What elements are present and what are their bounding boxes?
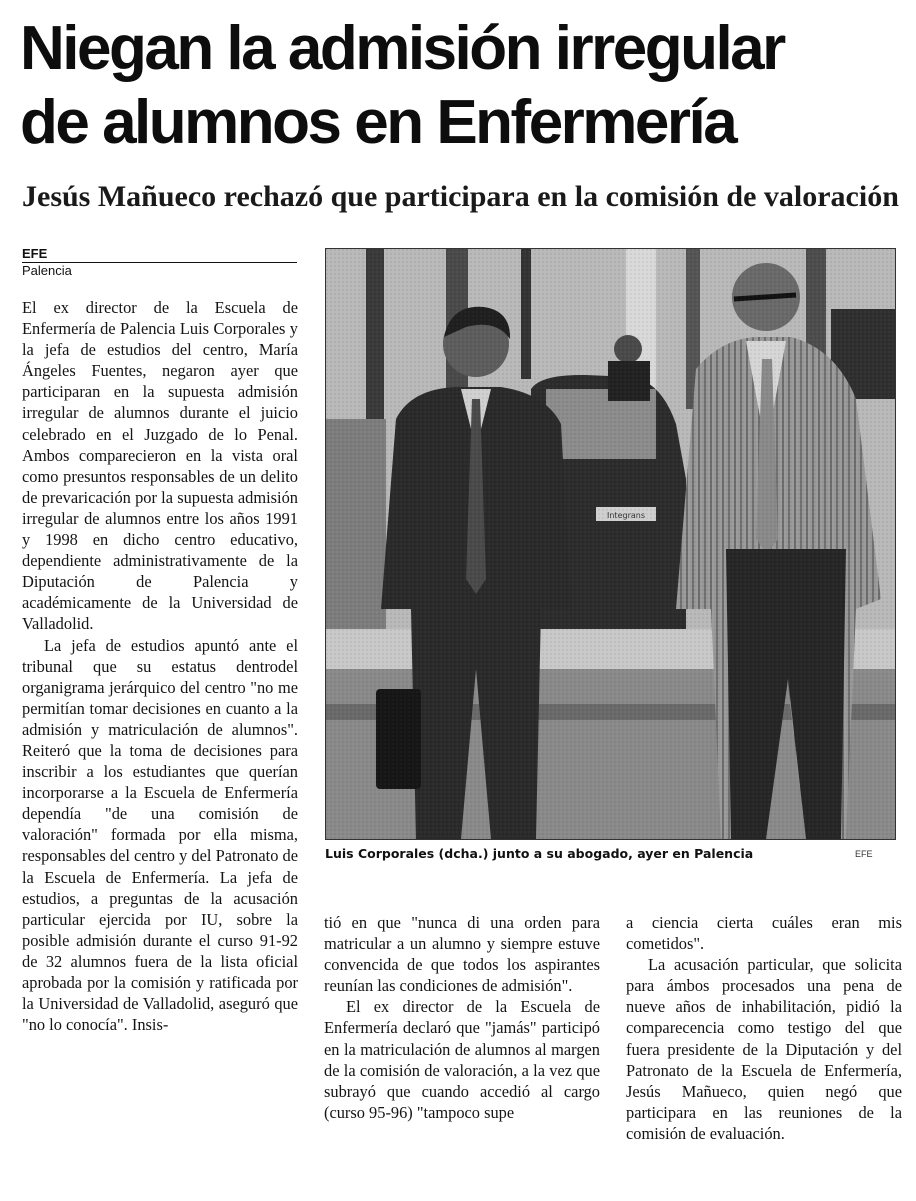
paragraph: El ex director de la Escuela de Enfermería declaró que "jamás" participó en la matriculación de alumnos al margen de la comisión de valoración, a la vez que subrayó que cuando accedió al cargo (curso 95-96) "tampoco supe — [324, 997, 600, 1122]
headline-line-2: de alumnos en Enfermería — [20, 88, 736, 157]
byline-place: Palencia — [22, 263, 72, 278]
byline — [22, 246, 297, 279]
subheadline: Jesús Mañueco rechazó que participara en la comisión de valoración — [22, 180, 899, 213]
photo-grain — [326, 249, 895, 839]
news-photo — [325, 248, 896, 840]
photo-illustration — [326, 249, 895, 839]
paragraph: La jefa de estudios apuntó ante el tribunal que su estatus dentrodel organigrama jerárquico del centro "no me permitían tomar decisiones en cuanto a la admisión y matriculación de alumnos". Reiteró que la toma de decisiones para inscribir a los estudiantes que querían incorporarse a la Escuela de Enfermería dependía "de una comisión de valoración" formada por ella misma, responsables del centro y del Patronato de la Escuela de Enfermería. La jefa de estudios, a preguntas de la acusación particular ejercida por IU, sobre la posible admisión durante el curso 91-92 de 32 alumnos fuera de la lista oficial aprobada por la comisión y ratificada por la Universidad de Valladolid, aseguró que "no lo conocía". Insis- — [22, 635, 298, 1035]
headline-line-1: Niegan la admisión irregular — [20, 14, 784, 83]
paragraph: tió en que "nunca di una orden para matricular a un alumno y siempre estuve convencida de que todos los aspirantes reunían las condiciones de admisión". — [324, 913, 600, 996]
article-column-1 — [22, 297, 298, 1035]
photo-caption: Luis Corporales (dcha.) junto a su abogado, ayer en Palencia — [325, 846, 754, 861]
photo-credit: EFE — [855, 849, 873, 859]
article-column-3 — [626, 912, 902, 1144]
article-column-2 — [324, 912, 600, 1123]
paragraph: La acusación particular, que solicita para ámbos procesados una pena de nueve años de inhabilitación, pidió la comparecencia como testigo del que fuera presidente de la Diputación y del Patronato de la Escuela de Enfermería, Jesús Mañueco, quien negó que participara en las reuniones de la comisión de evaluación. — [626, 955, 902, 1143]
headline — [20, 12, 900, 160]
byline-agency: EFE — [22, 246, 48, 261]
paragraph: El ex director de la Escuela de Enfermería de Palencia Luis Corporales y la jefa de estudios del centro, María Ángeles Fuentes, negaron ayer que participaran en la supuesta admisión irregular de alumnos durante el juicio celebrado en el Juzgado de lo Penal. Ambos comparecieron en la vista oral como presuntos responsables de un delito de prevaricación por la supuesta admisión irregular de alumnos entre los años 1991 y 1998 en dicho centro educativo, dependiente administrativamente de la Diputación de Palencia y académicamente de la Universidad de Valladolid. — [22, 298, 298, 634]
paragraph: a ciencia cierta cuáles eran mis cometidos". — [626, 913, 902, 954]
